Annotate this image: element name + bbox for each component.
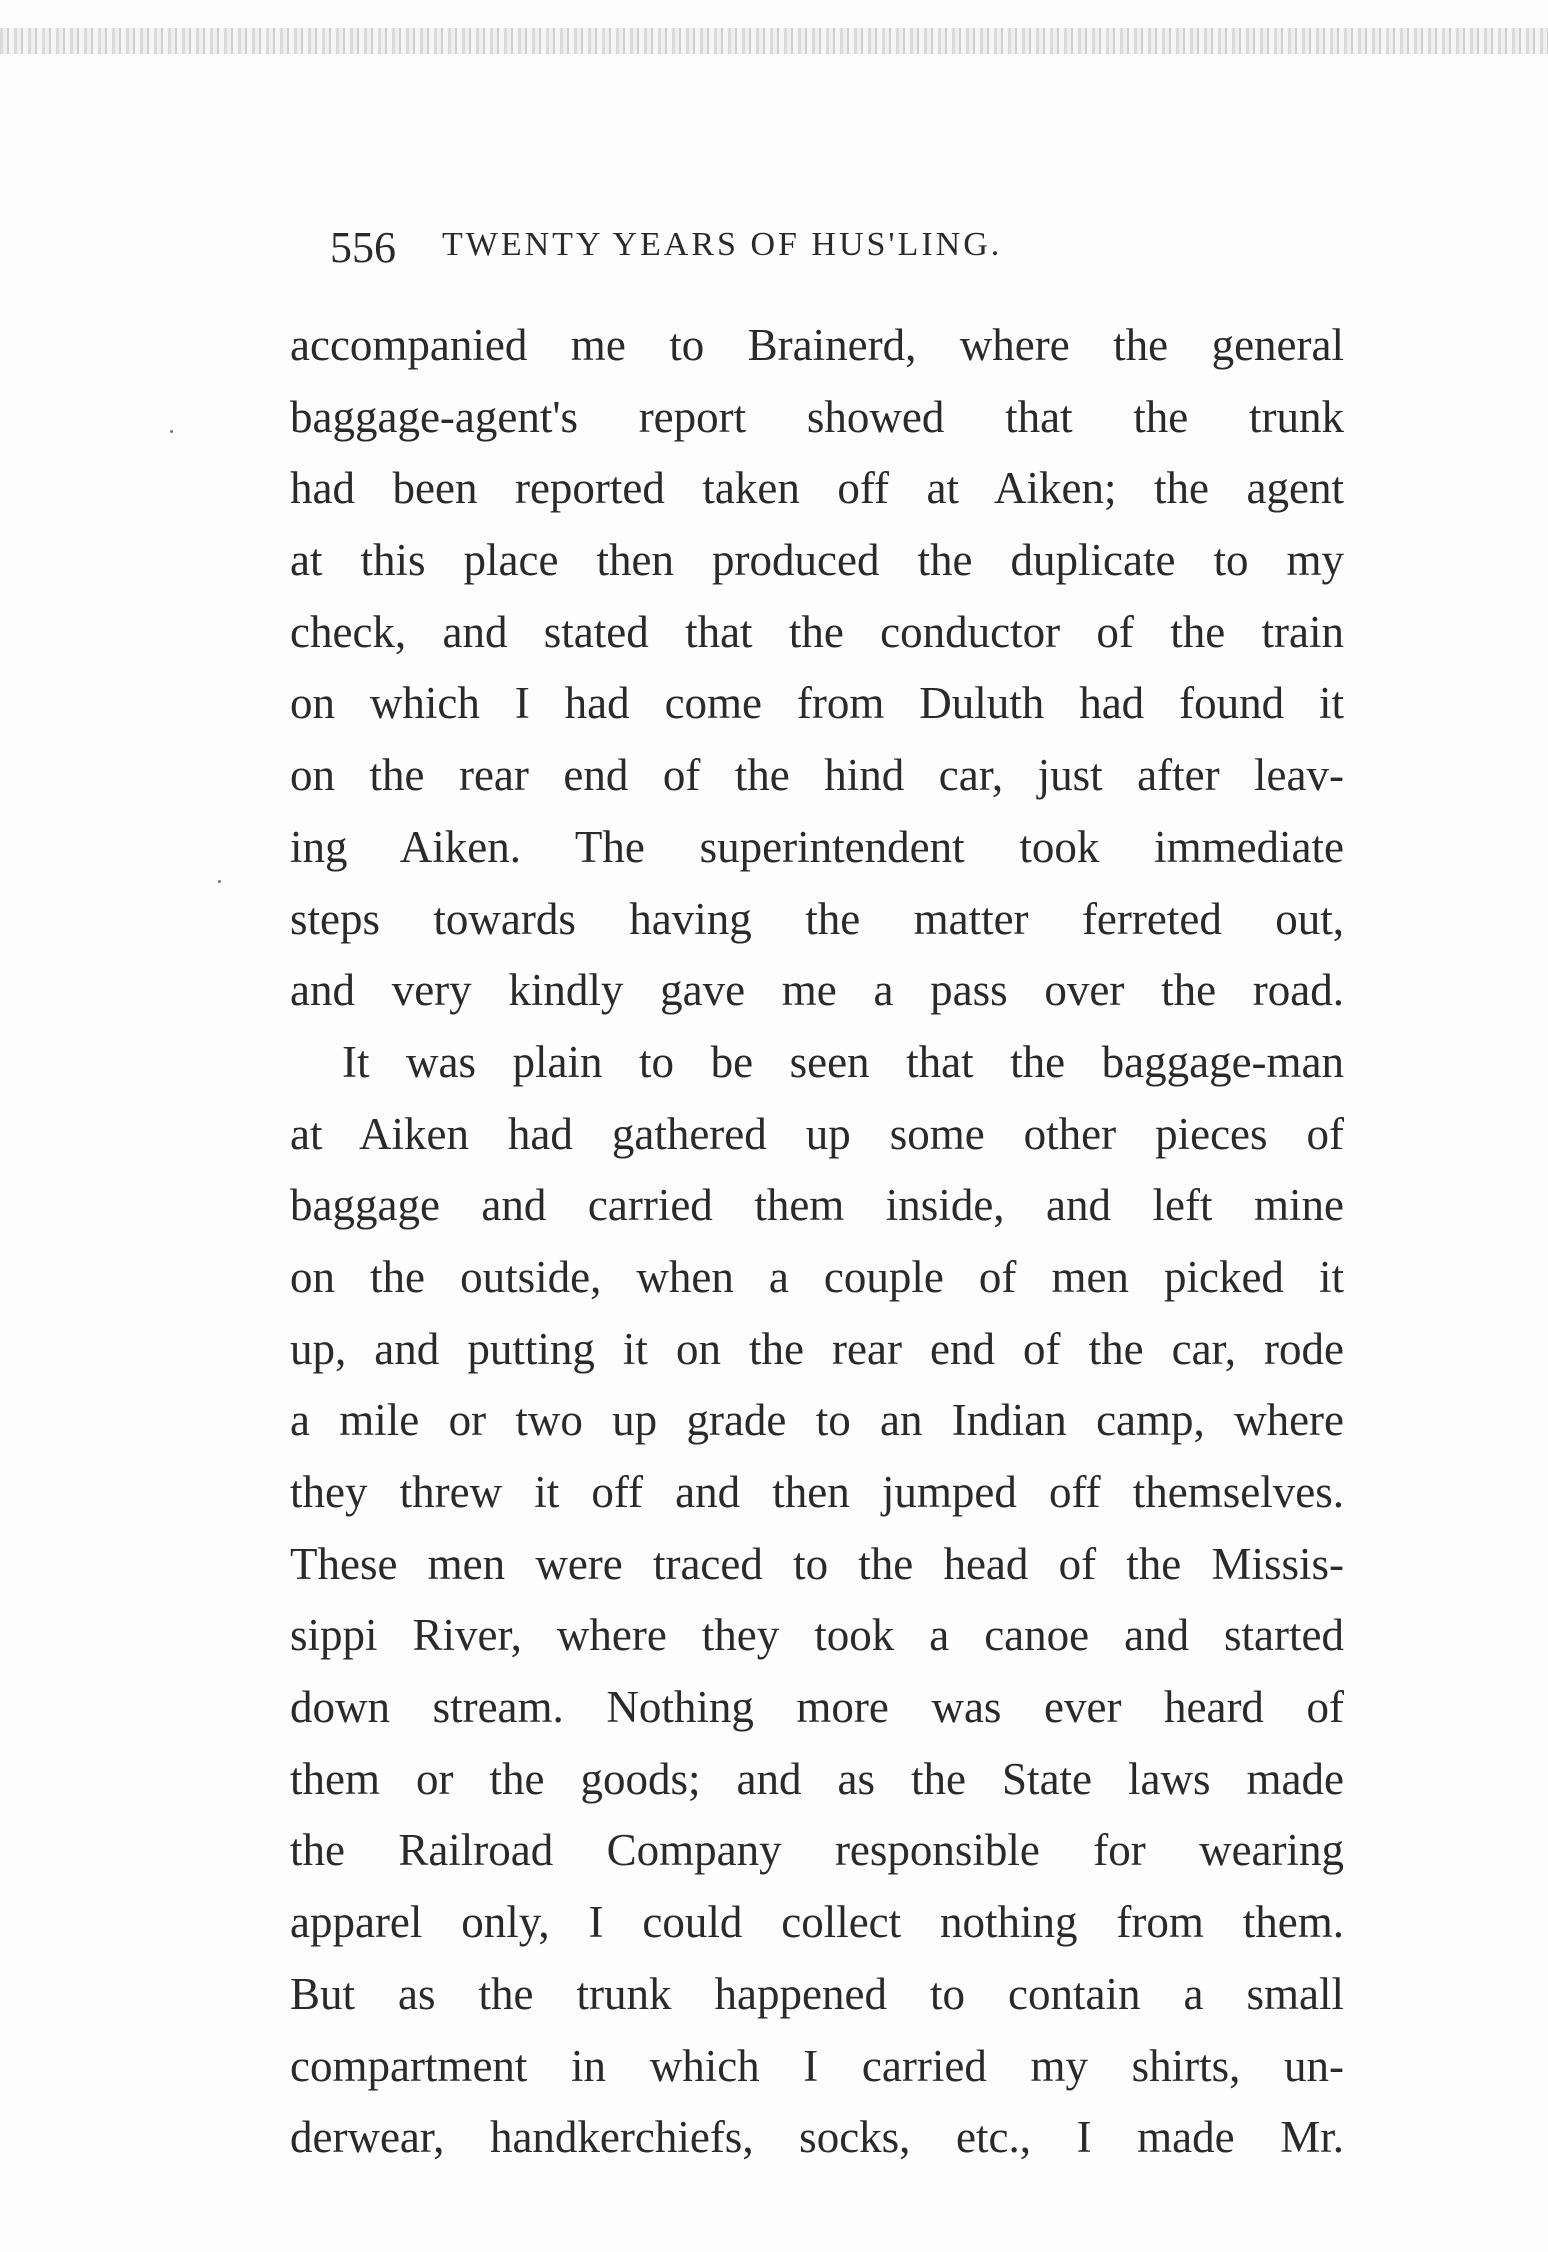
text-line-content: them or the goods; and as the State laws made bbox=[290, 1753, 1344, 1804]
text-line bbox=[290, 525, 1344, 597]
text-line bbox=[290, 668, 1344, 740]
text-line-content: at this place then produced the duplicate to my bbox=[290, 535, 1344, 586]
text-line-content: a mile or two up grade to an Indian camp, where bbox=[290, 1395, 1344, 1446]
text-line bbox=[290, 1887, 1344, 1959]
text-line bbox=[290, 1672, 1344, 1744]
text-line bbox=[290, 812, 1344, 884]
text-line-content: It was plain to be seen that the baggage-man bbox=[342, 1036, 1344, 1087]
text-line-content: and very kindly gave me a pass over the road. bbox=[290, 965, 1344, 1016]
text-line-content: derwear, handkerchiefs, socks, etc., I made Mr. bbox=[290, 2112, 1344, 2163]
running-title: TWENTY YEARS OF HUS'LING. bbox=[442, 226, 1003, 263]
text-line bbox=[290, 310, 1344, 382]
text-line bbox=[290, 1027, 1344, 1099]
text-line-content: These men were traced to the head of the Missis- bbox=[290, 1538, 1344, 1589]
text-line bbox=[290, 382, 1344, 454]
text-line bbox=[290, 884, 1344, 956]
scan-edge-noise bbox=[0, 28, 1548, 54]
text-line-content: apparel only, I could collect nothing from them. bbox=[290, 1897, 1344, 1948]
text-line bbox=[290, 1099, 1344, 1171]
text-line bbox=[290, 1314, 1344, 1386]
scan-speck bbox=[218, 880, 221, 883]
page-body bbox=[290, 310, 1344, 2174]
text-line-content: the Railroad Company responsible for wearing bbox=[290, 1825, 1344, 1876]
text-line bbox=[290, 955, 1344, 1027]
text-line-content: steps towards having the matter ferreted out, bbox=[290, 893, 1344, 944]
page-header bbox=[330, 222, 1210, 282]
text-line bbox=[290, 1744, 1344, 1816]
text-line-content: had been reported taken off at Aiken; the agent bbox=[290, 463, 1344, 514]
text-line-content: at Aiken had gathered up some other pieces of bbox=[290, 1108, 1344, 1159]
text-line bbox=[290, 1242, 1344, 1314]
text-line-content: sippi River, where they took a canoe and started bbox=[290, 1610, 1344, 1661]
text-line-content: compartment in which I carried my shirts, un- bbox=[290, 2040, 1344, 2091]
text-line bbox=[290, 1385, 1344, 1457]
text-line bbox=[290, 1959, 1344, 2031]
text-line-content: on which I had come from Duluth had found it bbox=[290, 678, 1344, 729]
text-line-content: accompanied me to Brainerd, where the general bbox=[290, 320, 1344, 370]
text-line-content: they threw it off and then jumped off themselves. bbox=[290, 1467, 1344, 1517]
text-line bbox=[290, 1600, 1344, 1672]
text-line bbox=[290, 2102, 1344, 2174]
page-number: 556 bbox=[330, 223, 396, 272]
text-line bbox=[290, 1457, 1344, 1529]
text-line-content: on the rear end of the hind car, just after leav- bbox=[290, 750, 1344, 801]
scan-speck bbox=[170, 430, 173, 433]
text-line-content: on the outside, when a couple of men picked it bbox=[290, 1251, 1344, 1302]
text-line-content: down stream. Nothing more was ever heard of bbox=[290, 1682, 1344, 1733]
text-line-content: up, and putting it on the rear end of the car, rode bbox=[290, 1323, 1344, 1374]
text-line bbox=[290, 740, 1344, 812]
text-line-content: ing Aiken. The superintendent took immediate bbox=[290, 821, 1344, 872]
text-line-content: But as the trunk happened to contain a small bbox=[290, 1968, 1344, 2019]
text-line bbox=[290, 1170, 1344, 1242]
text-line-content: baggage-agent's report showed that the trunk bbox=[290, 391, 1344, 442]
text-line bbox=[290, 1815, 1344, 1887]
text-line-content: baggage and carried them inside, and left mine bbox=[290, 1180, 1344, 1231]
text-line bbox=[290, 597, 1344, 669]
text-line bbox=[290, 1529, 1344, 1601]
text-line bbox=[290, 453, 1344, 525]
text-line bbox=[290, 2031, 1344, 2103]
text-line-content: check, and stated that the conductor of the train bbox=[290, 606, 1344, 657]
